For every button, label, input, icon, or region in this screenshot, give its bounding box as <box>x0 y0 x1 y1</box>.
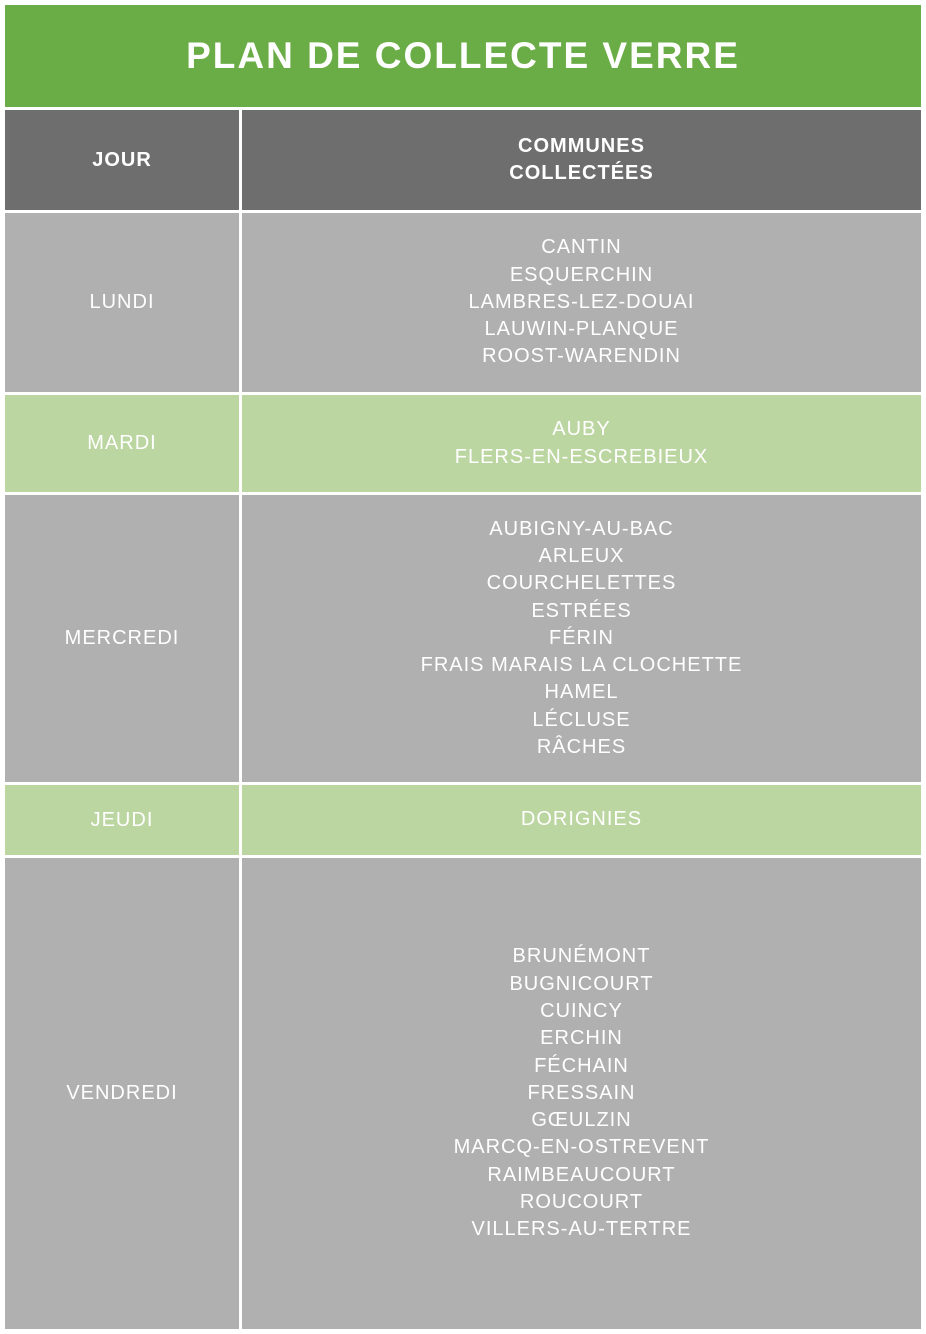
table-row <box>5 495 921 782</box>
day-cell: VENDREDI <box>5 858 239 1329</box>
commune-name: ROOST-WARENDIN <box>482 345 681 368</box>
commune-name: ROUCOURT <box>519 1191 644 1214</box>
commune-name: FRESSAIN <box>527 1081 636 1104</box>
header-communes <box>242 110 921 210</box>
commune-name: RÂCHES <box>536 736 627 759</box>
commune-name: CUINCY <box>540 999 623 1022</box>
commune-name: CANTIN <box>541 236 622 259</box>
commune-name: LAMBRES-LEZ-DOUAI <box>468 290 695 313</box>
commune-name: HAMEL <box>544 681 619 704</box>
header-communes-line1: COMMUNES <box>518 134 645 157</box>
table-row <box>5 858 921 1329</box>
communes-cell <box>242 858 921 1329</box>
commune-name: ESQUERCHIN <box>509 263 654 286</box>
commune-name: ERCHIN <box>540 1027 623 1050</box>
commune-name: FÉCHAIN <box>534 1054 629 1077</box>
table-row <box>5 213 921 392</box>
page-title: PLAN DE COLLECTE VERRE <box>5 5 921 107</box>
commune-name: AUBY <box>552 418 611 441</box>
commune-name: FRAIS MARAIS LA CLOCHETTE <box>420 654 743 677</box>
communes-cell <box>242 213 921 392</box>
commune-name: VILLERS-AU-TERTRE <box>471 1218 692 1241</box>
commune-name: LAUWIN-PLANQUE <box>484 318 679 341</box>
commune-name: ARLEUX <box>538 544 625 567</box>
commune-name: FLERS-EN-ESCREBIEUX <box>454 445 709 468</box>
commune-name: FÉRIN <box>549 626 614 649</box>
communes-cell <box>242 395 921 492</box>
commune-name: BRUNÉMONT <box>512 945 651 968</box>
commune-name: DORIGNIES <box>520 808 643 831</box>
communes-cell <box>242 495 921 782</box>
table-row <box>5 785 921 855</box>
header-day: JOUR <box>5 110 239 210</box>
table-row <box>5 395 921 492</box>
commune-name: MARCQ-EN-OSTREVENT <box>453 1136 710 1159</box>
communes-cell <box>242 785 921 855</box>
day-cell: JEUDI <box>5 785 239 855</box>
commune-name: COURCHELETTES <box>486 572 677 595</box>
commune-name: RAIMBEAUCOURT <box>487 1163 676 1186</box>
commune-name: LÉCLUSE <box>532 708 631 731</box>
table-header <box>5 110 921 210</box>
commune-name: GŒULZIN <box>531 1109 632 1132</box>
commune-name: ESTRÉES <box>531 599 632 622</box>
commune-name: BUGNICOURT <box>509 972 654 995</box>
day-cell: LUNDI <box>5 213 239 392</box>
commune-name: AUBIGNY-AU-BAC <box>489 517 674 540</box>
day-cell: MERCREDI <box>5 495 239 782</box>
header-communes-line2: COLLECTÉES <box>509 162 654 184</box>
day-cell: MARDI <box>5 395 239 492</box>
